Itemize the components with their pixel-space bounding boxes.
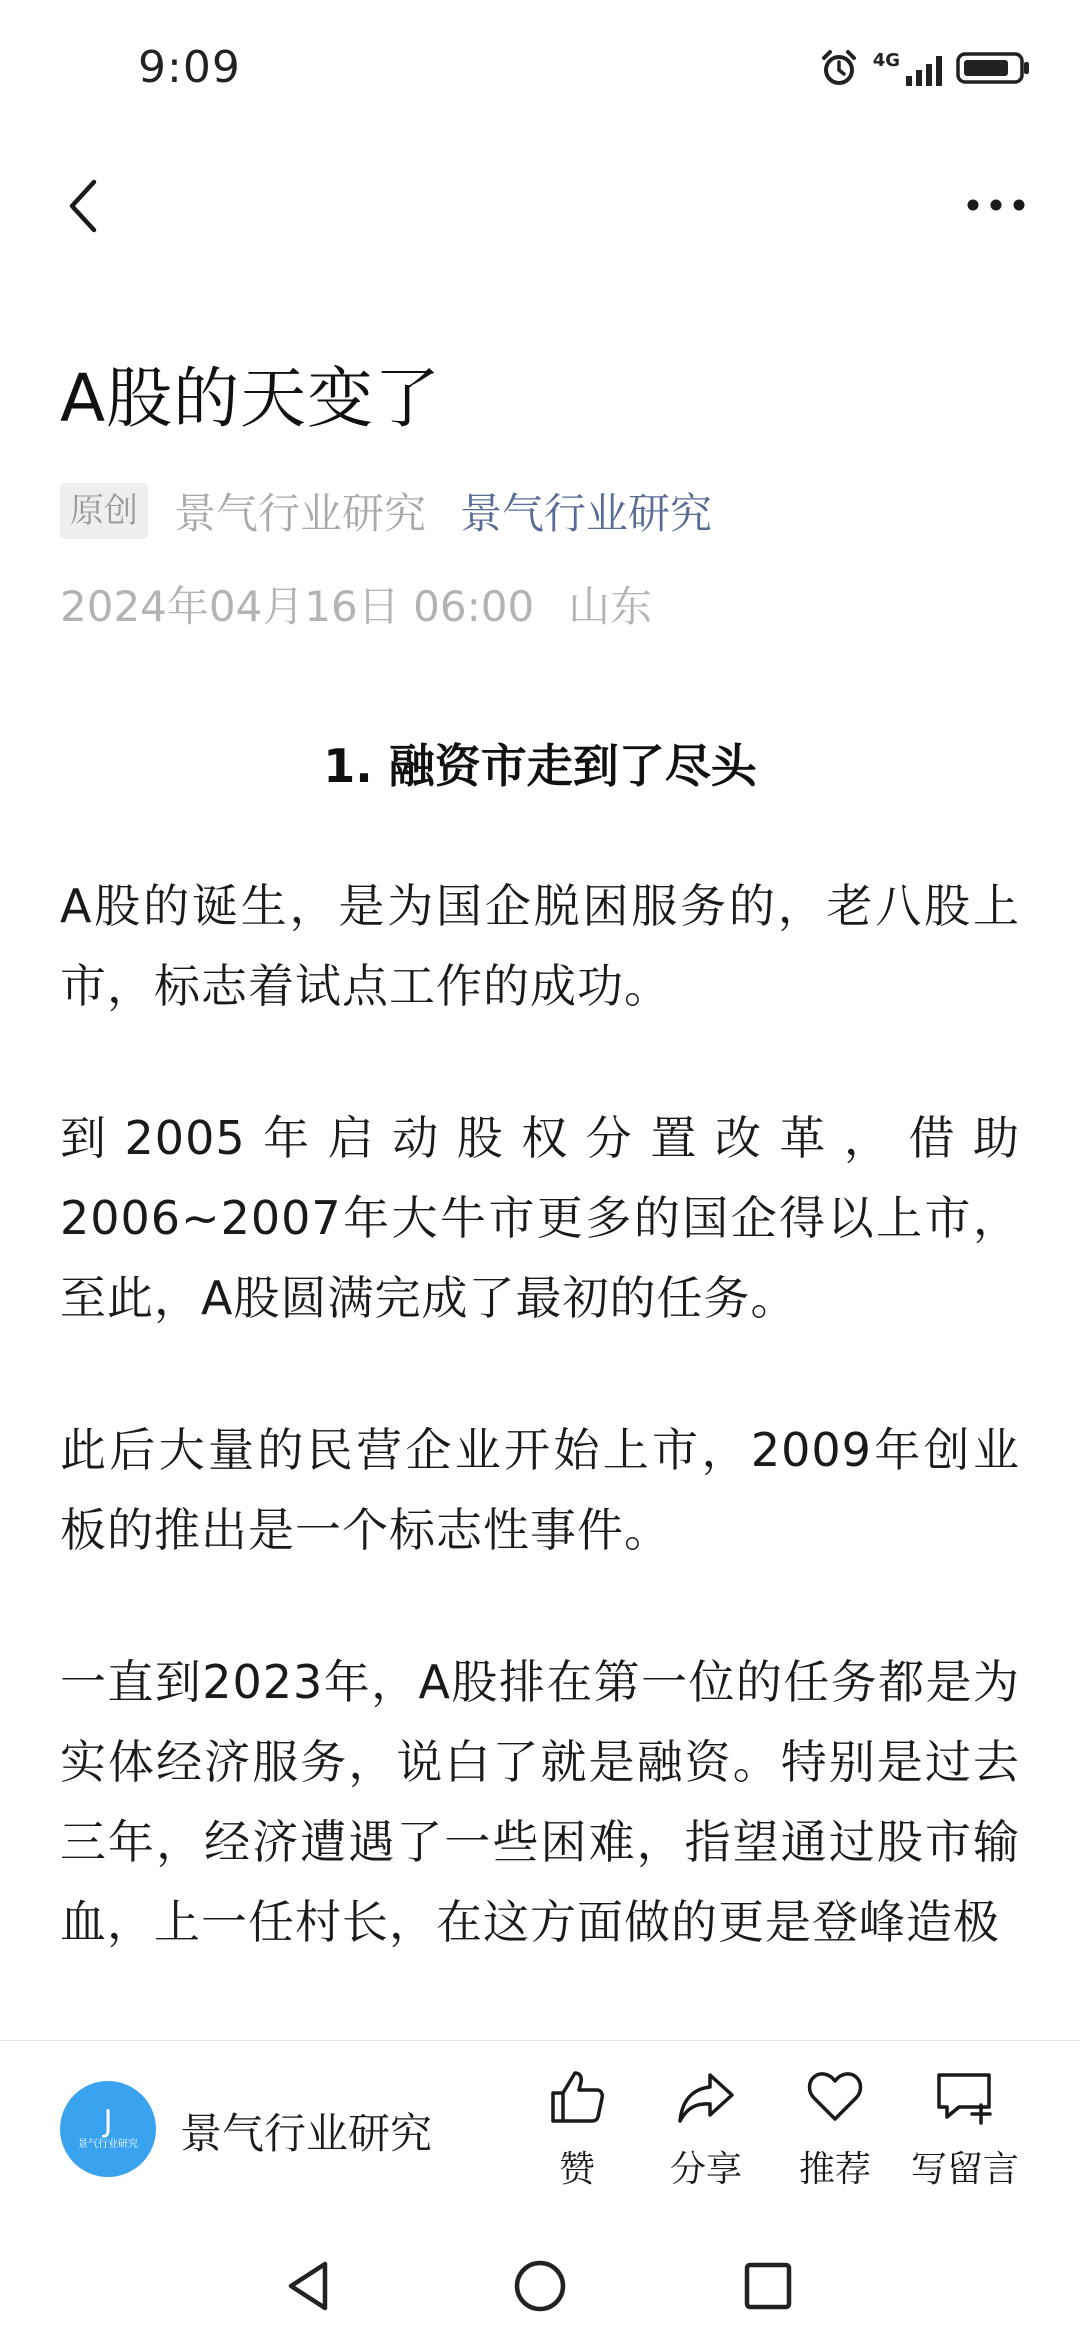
- paragraph: 到2005年启动股权分置改革，借助2006~2007年大牛市更多的国企得以上市，至此，A股圆满完成了最初的任务。: [60, 1111, 1020, 1325]
- thumbs-up-icon: [547, 2067, 607, 2127]
- article-body[interactable]: [60, 730, 1020, 2020]
- share-button[interactable]: [641, 2067, 771, 2192]
- avatar-text: 景气行业研究: [78, 2139, 138, 2150]
- action-bar: [0, 2040, 1080, 2231]
- paragraph: 此后大量的民营企业开始上市，2009年创业板的推出是一个标志性事件。: [60, 1423, 1020, 1557]
- article-title: A股的天变了: [60, 360, 442, 437]
- publish-info: [60, 574, 652, 634]
- paragraph: A股的诞生，是为国企脱困服务的，老八股上市，标志着试点工作的成功。: [60, 879, 1020, 1013]
- author-name: 景气行业研究: [174, 489, 427, 538]
- share-icon: [676, 2067, 736, 2127]
- signal-icon: [873, 50, 942, 86]
- account-name[interactable]: 景气行业研究: [180, 2109, 433, 2158]
- system-home-button[interactable]: [508, 2254, 572, 2318]
- alarm-icon: [819, 48, 859, 88]
- back-triangle-icon: [283, 2258, 333, 2314]
- comment-add-icon: [933, 2067, 997, 2127]
- status-time: 9:09: [138, 42, 241, 93]
- like-button[interactable]: [512, 2067, 642, 2192]
- recents-square-icon: [742, 2260, 794, 2312]
- share-label: 分享: [669, 2149, 742, 2190]
- account-link[interactable]: 景气行业研究: [460, 489, 713, 538]
- publish-date: 2024年04月16日 06:00: [60, 582, 535, 631]
- status-bar: [0, 0, 1080, 130]
- chevron-left-icon: [62, 176, 102, 236]
- more-horizontal-icon: [966, 198, 1026, 212]
- comment-button[interactable]: [900, 2067, 1030, 2192]
- home-circle-icon: [512, 2258, 568, 2314]
- original-badge: 原创: [60, 483, 148, 539]
- system-nav-bar: [0, 2230, 1080, 2340]
- section-heading: 1. 融资市走到了尽头: [323, 739, 757, 793]
- recommend-label: 推荐: [798, 2149, 871, 2190]
- system-recents-button[interactable]: [736, 2254, 800, 2318]
- status-icons: [819, 44, 1032, 92]
- network-type: 4G: [872, 50, 900, 71]
- more-button[interactable]: [958, 180, 1034, 230]
- recommend-button[interactable]: [770, 2067, 900, 2192]
- battery-icon: [956, 48, 1032, 88]
- avatar-letter: J: [103, 2104, 113, 2139]
- account-avatar[interactable]: [60, 2081, 156, 2177]
- system-back-button[interactable]: [276, 2254, 340, 2318]
- comment-label: 写留言: [910, 2149, 1019, 2190]
- publish-location: 山东: [568, 582, 653, 631]
- back-button[interactable]: [52, 172, 112, 240]
- paragraph: 一直到2023年，A股排在第一位的任务都是为实体经济服务，说白了就是融资。特别是过去三年，经济遭遇了一些困难，指望通过股市输血，上一任村长，在这方面做的更是登峰造极: [60, 1655, 1020, 1949]
- article-meta: [60, 478, 712, 544]
- heart-icon: [805, 2067, 865, 2127]
- like-label: 赞: [558, 2149, 595, 2190]
